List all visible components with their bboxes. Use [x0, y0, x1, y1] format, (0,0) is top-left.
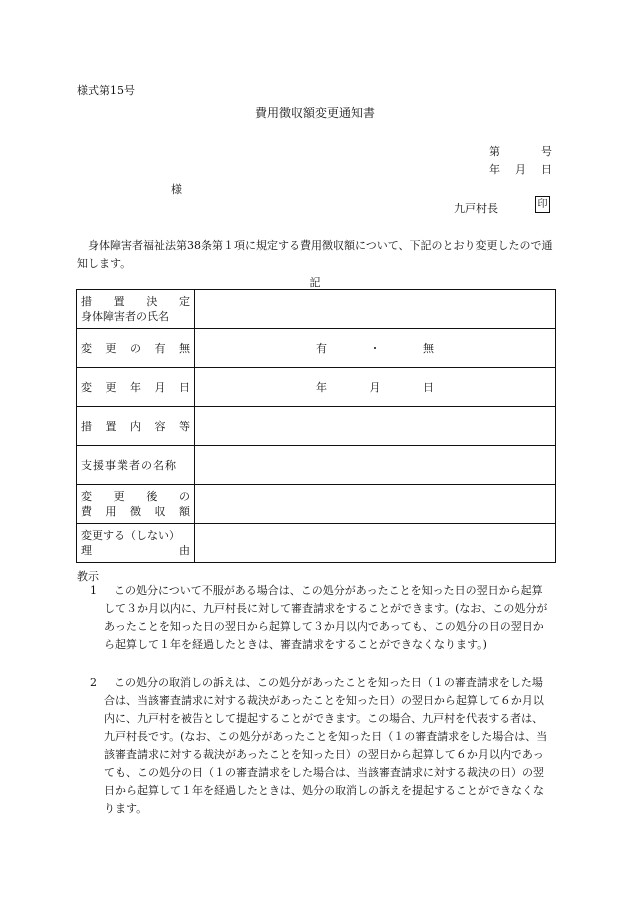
label-line [81, 341, 190, 356]
row-label-provider-name [77, 446, 195, 485]
label-char: 理 [81, 544, 92, 557]
row-label-change-date [77, 368, 195, 407]
table-row [77, 407, 556, 446]
option-no[interactable]: 無 [423, 342, 434, 355]
row-value-measure-content[interactable] [195, 407, 556, 446]
row-label-new-fee [77, 485, 195, 524]
table-row [77, 446, 556, 485]
notice-item [77, 582, 553, 654]
label-line: 変更する（しない） [81, 529, 180, 542]
notice-heading: 教示 [77, 570, 99, 583]
table-row [77, 485, 556, 524]
label-char: 年 [130, 380, 141, 394]
document-number-prefix: 第 [489, 145, 500, 158]
label-char: 更 [105, 341, 117, 355]
row-label-change-presence [77, 329, 195, 368]
label-char: 由 [179, 544, 190, 557]
form-number: 様式第15号 [77, 84, 135, 97]
notice-number: 2 [90, 676, 97, 689]
label-char: 措 [81, 295, 92, 308]
label-char: 用 [105, 505, 117, 518]
notice-text: この処分の取消しの訴えは、この処分があったことを知った日（１の審査請求をした場合は、当該審査請求に対する裁決があったことを知った日）の翌日から起算して６か月以内に、九戸村を被告として提起することができます。この場合、九戸村を代表する者は、九戸村長です。(なお、この処分があったことを知った日（１の審査請求をした場合は、当該審査請求に対する裁決があったことを知った日）の翌日から起算して６か月以内であっても、この処分の日（１の審査請求をした場合は、当該審査請求に対する裁決の日）の翌日から起算して１年を経過したときは、処分の取消しの訴えを提起することができなくなります。 [104, 676, 548, 815]
label-char: 定 [178, 295, 190, 308]
row-label-reason [77, 524, 195, 563]
label-line [81, 504, 190, 519]
label-line: 身体障害者の氏名 [81, 310, 169, 323]
table-row [77, 290, 556, 329]
label-char: 変 [81, 380, 92, 394]
label-char: 内 [130, 419, 141, 433]
row-label-measure-content [77, 407, 195, 446]
label-char: の [130, 341, 141, 355]
notice-item [77, 674, 553, 818]
date-day: 日 [423, 381, 434, 394]
document-title: 費用徴収額変更通知書 [254, 106, 375, 120]
label-line [81, 294, 190, 309]
notice-number: 1 [90, 584, 97, 597]
seal-box: 印 [535, 196, 550, 213]
label-char: 日 [179, 380, 190, 394]
date-month-label: 月 [515, 163, 526, 176]
row-value-new-fee[interactable] [195, 485, 556, 524]
label-char: 措 [81, 419, 92, 433]
date-year-label: 年 [489, 163, 500, 176]
label-char: の [178, 490, 190, 503]
label-line: 支援事業者の名称 [81, 458, 177, 472]
label-char: 更 [105, 380, 117, 394]
label-char: 変 [81, 490, 92, 503]
label-char: 置 [105, 419, 117, 433]
issuer-name: 九戸村長 [454, 202, 498, 215]
label-char: 月 [154, 380, 166, 394]
option-yes[interactable]: 有 [316, 342, 327, 355]
label-char: 費 [81, 505, 92, 518]
info-table [76, 289, 556, 563]
label-char: 置 [113, 295, 125, 308]
row-label-recipient [77, 290, 195, 329]
notice-text: この処分について不服がある場合は、この処分があったことを知った日の翌日から起算して３か月以内に、九戸村長に対して審査請求をすることができます。(なお、この処分があったことを知った日の翌日から起算して３か月以内であっても、この処分の日の翌日から起算して１年を経過したときは、審査請求をすることができなくなります。) [104, 584, 548, 651]
label-char: 更 [113, 490, 125, 503]
label-char: 徴 [130, 505, 141, 518]
row-value-provider-name[interactable] [195, 446, 556, 485]
label-char: 後 [146, 490, 158, 503]
date-day-label: 日 [541, 163, 552, 176]
date-year: 年 [316, 381, 327, 394]
table-row [77, 524, 556, 563]
label-char: 無 [179, 341, 190, 355]
option-separator: ・ [369, 342, 381, 355]
date-month: 月 [369, 381, 381, 394]
label-char: 収 [154, 505, 166, 518]
document-number-suffix: 号 [541, 145, 552, 158]
row-value-reason[interactable] [195, 524, 556, 563]
row-value-change-date[interactable] [195, 368, 556, 407]
label-line [81, 489, 190, 504]
label-char: 容 [154, 419, 166, 433]
label-char: 変 [81, 341, 92, 355]
label-line [81, 419, 190, 434]
table-row [77, 329, 556, 368]
label-char: 等 [179, 419, 190, 433]
label-line [81, 543, 190, 558]
row-value-change-presence[interactable] [195, 329, 556, 368]
table-row [77, 368, 556, 407]
intro-paragraph: 身体障害者福祉法第38条第１項に規定する費用徴収額について、下記のとおり変更したので通知します。 [77, 239, 553, 270]
label-char: 額 [179, 505, 190, 518]
label-char: 決 [146, 295, 158, 308]
ki-heading: 記 [309, 276, 321, 289]
row-value-recipient[interactable] [195, 290, 556, 329]
label-line [81, 380, 190, 395]
addressee-honorific: 様 [171, 183, 182, 196]
label-char: 有 [154, 341, 166, 355]
